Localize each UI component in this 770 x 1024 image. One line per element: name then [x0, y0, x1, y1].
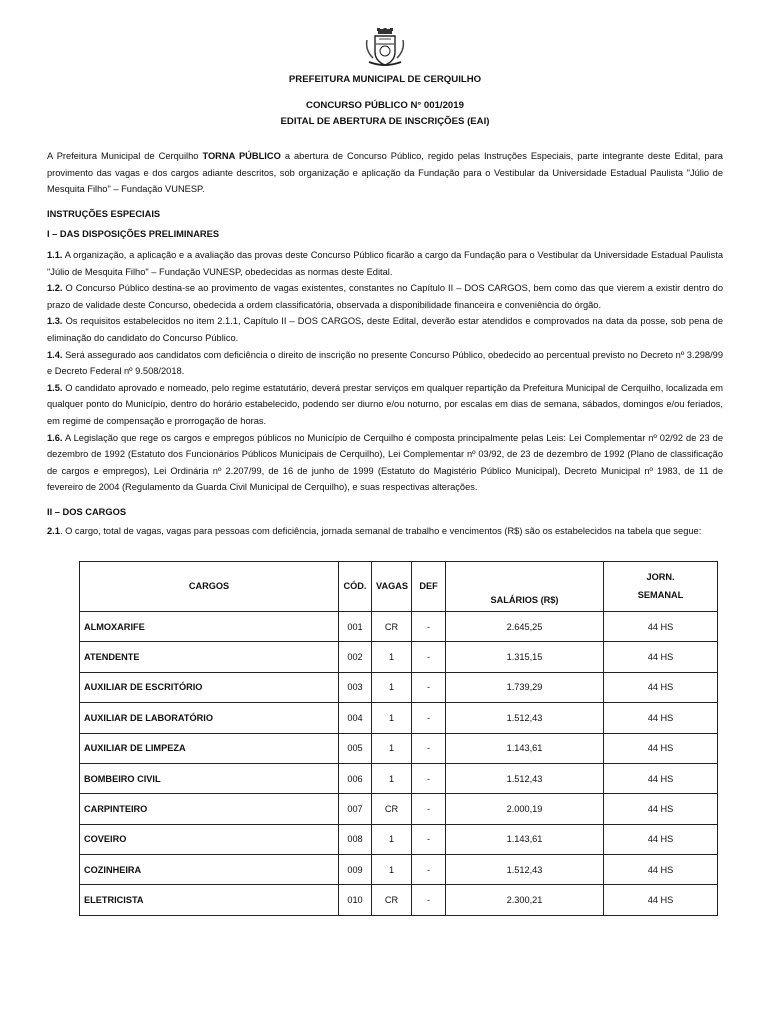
paragraph-1-2 [47, 280, 723, 313]
section-1-title: I – DAS DISPOSIÇÕES PRELIMINARES [47, 229, 220, 240]
cell-salario: 2.300,21 [446, 885, 604, 915]
intro-text-start: A Prefeitura Municipal de Cerquilho [47, 151, 203, 161]
paragraph-text: Será assegurado aos candidatos com deficiência o direito de inscrição no presente Concurso Público, obedecido ao percentual previsto no Decreto nº 3.298/99 e Decreto Federal nº 9.508/2018. [47, 349, 723, 377]
table-row [80, 794, 718, 824]
cell-vagas: 1 [372, 703, 412, 733]
paragraph-number: 2.1 [47, 526, 60, 537]
table-row [80, 642, 718, 672]
header-vagas: VAGAS [372, 561, 412, 611]
section-2-title: II – DOS CARGOS [47, 506, 127, 517]
cell-vagas: 1 [372, 733, 412, 763]
cell-def: - [412, 733, 446, 763]
paragraph-text: A Legislação que rege os cargos e empregos públicos no Município de Cerquilho é composta principalmente pelas Leis: Lei Complementar nº 02/92 de 23 de dezembro de 1992 (Estatuto dos Funcionários Públicos Municipais de Cerquilho), Lei Complementar nº 03/92, de 23 de dezembro de 1992 (Plano de classificação de cargos e empregos), Lei Ordinária nº 2.207/99, de 16 de junho de 1999 (Estatuto do Magistério Público Municipal), Decreto Municipal nº 1983, de 11 de fevereiro de 2004 (Regulamento da Guarda Civil Municipal de Cerquilho), e suas respectivas alterações. [47, 432, 723, 493]
cell-vagas: CR [372, 885, 412, 915]
cell-jornada: 44 HS [604, 611, 718, 641]
cell-cargo: ATENDENTE [80, 642, 339, 672]
cell-cod: 010 [339, 885, 372, 915]
cell-def: - [412, 611, 446, 641]
table-row [80, 611, 718, 641]
paragraph-number: 1.5. [47, 382, 63, 393]
table-header-row [80, 561, 718, 611]
cell-vagas: 1 [372, 642, 412, 672]
table-row [80, 885, 718, 915]
header-salarios: SALÁRIOS (R$) [446, 561, 604, 611]
cell-jornada: 44 HS [604, 885, 718, 915]
header-def: DEF [412, 561, 446, 611]
cell-jornada: 44 HS [604, 642, 718, 672]
paragraph-1-1 [47, 247, 723, 280]
cell-cod: 003 [339, 672, 372, 702]
cell-def: - [412, 763, 446, 793]
paragraph-1-5 [47, 380, 723, 430]
cell-jornada: 44 HS [604, 824, 718, 854]
table-row [80, 855, 718, 885]
cell-jornada: 44 HS [604, 794, 718, 824]
header-jornada-bottom: SEMANAL [637, 590, 684, 601]
cell-cod: 006 [339, 763, 372, 793]
cell-cod: 005 [339, 733, 372, 763]
cell-cod: 004 [339, 703, 372, 733]
cell-def: - [412, 794, 446, 824]
paragraph-1-4 [47, 347, 723, 380]
cell-jornada: 44 HS [604, 855, 718, 885]
cell-def: - [412, 703, 446, 733]
cell-cargo: COZINHEIRA [80, 855, 339, 885]
cell-vagas: CR [372, 611, 412, 641]
cell-def: - [412, 855, 446, 885]
table-row [80, 763, 718, 793]
positions-table [79, 561, 718, 916]
cell-def: - [412, 672, 446, 702]
cell-cargo: COVEIRO [80, 824, 339, 854]
cell-cod: 009 [339, 855, 372, 885]
header-jornada [604, 561, 718, 611]
cell-salario: 1.512,43 [446, 855, 604, 885]
cell-vagas: 1 [372, 855, 412, 885]
cell-vagas: 1 [372, 763, 412, 793]
table-row [80, 824, 718, 854]
cell-def: - [412, 642, 446, 672]
cell-cargo: BOMBEIRO CIVIL [80, 763, 339, 793]
cell-cod: 008 [339, 824, 372, 854]
paragraph-text: A organização, a aplicação e a avaliação das provas deste Concurso Público ficarão a cargo da Fundação para o Vestibular da Universidade Estadual Paulista "Júlio de Mesquita Filho" – Fundação VUNESP, obedecidas as normas deste Edital. [47, 249, 723, 277]
paragraph-number: 1.6. [47, 432, 63, 443]
org-title: PREFEITURA MUNICIPAL DE CERQUILHO [288, 74, 482, 85]
cell-cargo: AUXILIAR DE LABORATÓRIO [80, 703, 339, 733]
paragraph-2-1 [47, 526, 723, 538]
intro-bold-text: TORNA PÚBLICO [202, 151, 281, 161]
cell-jornada: 44 HS [604, 733, 718, 763]
cell-jornada: 44 HS [604, 672, 718, 702]
paragraph-text: . O cargo, total de vagas, vagas para pessoas com deficiência, jornada semanal de trabalho e vencimentos (R$) são os estabelecidos na tabela que segue: [59, 526, 702, 537]
cell-def: - [412, 824, 446, 854]
cell-salario: 2.645,25 [446, 611, 604, 641]
cell-vagas: 1 [372, 672, 412, 702]
paragraph-1-6 [47, 430, 723, 496]
cell-salario: 1.512,43 [446, 763, 604, 793]
cell-cargo: ALMOXARIFE [80, 611, 339, 641]
table-row [80, 703, 718, 733]
cell-salario: 1.143,61 [446, 733, 604, 763]
cell-jornada: 44 HS [604, 703, 718, 733]
paragraph-text: Os requisitos estabelecidos no item 2.1.1, Capítulo II – DOS CARGOS, deste Edital, deverão estar atendidos e comprovados na data da posse, sob pena de eliminação do candidato do Concurso Público. [47, 316, 723, 343]
contest-title: CONCURSO PÚBLICO N° 001/2019 [306, 100, 464, 111]
cell-vagas: 1 [372, 824, 412, 854]
edital-title: EDITAL DE ABERTURA DE INSCRIÇÕES (EAI) [280, 116, 490, 127]
paragraph-1-3 [47, 313, 723, 346]
intro-paragraph [47, 148, 723, 198]
cell-salario: 1.512,43 [446, 703, 604, 733]
header-cargos: CARGOS [80, 561, 339, 611]
document-page [47, 28, 723, 916]
cell-salario: 1.315,15 [446, 642, 604, 672]
cell-cod: 002 [339, 642, 372, 672]
table-row [80, 672, 718, 702]
cell-salario: 1.739,29 [446, 672, 604, 702]
intro-text-end: a abertura de Concurso Público, regido pelas Instruções Especiais, parte integrante deste Edital, para provimento das vagas e dos cargos adiante descritos, sob organização e aplicação da Fundação para o Vestibular da Universidade Estadual Paulista "Júlio de Mesquita Filho" – Fundação VUNESP. [47, 151, 723, 195]
paragraph-text: O Concurso Público destina-se ao provimento de vagas existentes, constantes no Capítulo II – DOS CARGOS, bem como das que vierem a existir dentro do prazo de validade deste Concurso, obedecida a ordem classificatória, observada a disponibilidade financeira e conveniência do órgão. [47, 283, 723, 310]
paragraph-number: 1.3. [47, 316, 63, 327]
cell-salario: 2.000,19 [446, 794, 604, 824]
cell-jornada: 44 HS [604, 763, 718, 793]
municipal-crest-icon [363, 28, 407, 68]
instructions-heading: INSTRUÇÕES ESPECIAIS [47, 208, 161, 219]
cell-cod: 001 [339, 611, 372, 641]
cell-salario: 1.143,61 [446, 824, 604, 854]
table-row [80, 733, 718, 763]
paragraph-text: O candidato aprovado e nomeado, pelo regime estatutário, deverá prestar serviços em qualquer repartição da Prefeitura Municipal de Cerquilho, localizada em qualquer ponto do Município, dentro do horário estabelecido, podendo ser diurno e/ou noturno, por escalas em dias de semana, sábados, domingos e/ou feriados, em regime de compensação e prorrogação de horas. [47, 382, 723, 426]
paragraph-number: 1.2. [47, 283, 63, 294]
header-jornada-top: JORN. [646, 572, 675, 583]
cell-def: - [412, 885, 446, 915]
paragraph-number: 1.4. [47, 349, 63, 360]
cell-cargo: CARPINTEIRO [80, 794, 339, 824]
header-cod: CÓD. [339, 561, 372, 611]
cell-cargo: ELETRICISTA [80, 885, 339, 915]
cell-vagas: CR [372, 794, 412, 824]
cell-cargo: AUXILIAR DE LIMPEZA [80, 733, 339, 763]
cell-cod: 007 [339, 794, 372, 824]
cell-cargo: AUXILIAR DE ESCRITÓRIO [80, 672, 339, 702]
paragraph-number: 1.1. [47, 249, 63, 260]
